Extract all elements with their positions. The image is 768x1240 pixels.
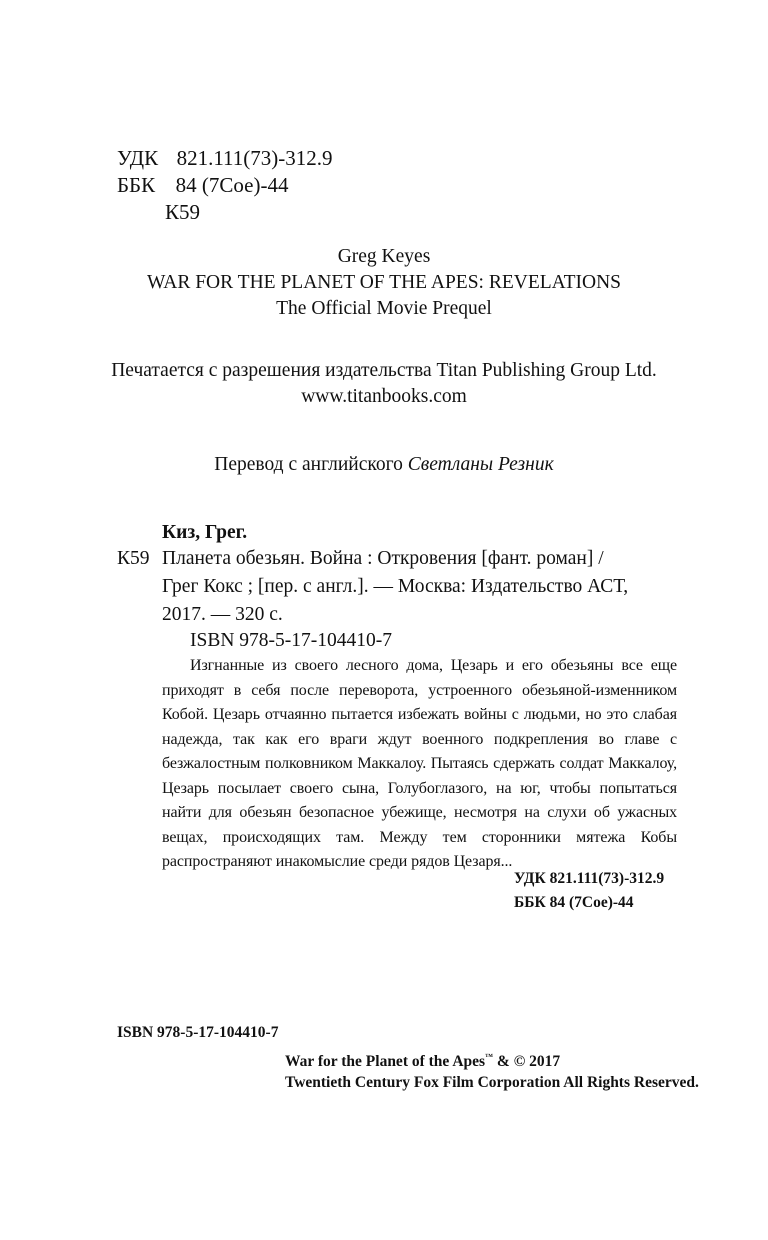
copyright-line [285,1052,560,1071]
publisher-website: www.titanbooks.com [301,386,467,407]
original-subtitle: The Official Movie Prequel [276,298,492,319]
udk-line-top [117,146,333,171]
catalog-mark: К59 [117,548,150,569]
catalog-isbn: ISBN 978-5-17-104410-7 [190,630,393,651]
author-mark-top: К59 [165,200,201,224]
bbk-label: ББК [117,173,156,197]
bbk-line-top [117,173,288,198]
bbk-code-right: ББК 84 (7Сое)-44 [514,894,634,911]
rights-line: Twentieth Century Fox Film Corporation All Rights Reserved. [285,1074,699,1091]
translator-name: Светланы Резник [407,454,554,475]
footer-isbn: ISBN 978-5-17-104410-7 [117,1024,279,1041]
translation-prefix: Перевод с английского [214,454,403,475]
translation-credit [0,454,768,476]
annotation-paragraph: Изгнанные из своего лесного дома, Цезарь и его обезьяны все еще приходят в себя после переворота, устроенного обезьяной-изменником Кобой. Цезарь отчаянно пытается избежать войны с людьми, но это слабая надежда, так как его враги ждут военного подкрепления во главе с безжалостным полковником Маккалоу. Пытаясь сдержать солдат Маккалоу, Цезарь посылает своего сына, Голубоглазого, на юг, чтобы попытаться найти для обезьян безопасное убежище, несмотря на слухи об ужасных вещах, происходящих там. Между тем сторонники мятежа Кобы распространяют инакомыслие среди рядов Цезаря... [162,657,677,870]
catalog-line-3: 2017. — 320 с. [162,604,283,625]
original-author: Greg Keyes [337,246,431,267]
trademark-symbol: ™ [485,1052,494,1061]
permission-line: Печатается с разрешения издательства Titan Publishing Group Ltd. [111,360,657,381]
catalog-line-2: Грег Кокс ; [пер. с англ.]. — Москва: Издательство АСТ, [162,576,629,597]
copyright-year: & © 2017 [493,1053,561,1070]
copyright-title: War for the Planet of the Apes [285,1053,486,1070]
udk-label: УДК [117,146,159,170]
bbk-value: 84 (7Сое)-44 [175,173,289,197]
udk-value: 821.111(73)-312.9 [176,146,333,170]
original-title: WAR FOR THE PLANET OF THE APES: REVELATIONS [147,272,621,293]
catalog-line-1: Планета обезьян. Война : Откровения [фант. роман] / [162,548,604,569]
udk-code-right: УДК 821.111(73)-312.9 [514,870,665,887]
catalog-heading: Киз, Грег. [162,522,248,543]
